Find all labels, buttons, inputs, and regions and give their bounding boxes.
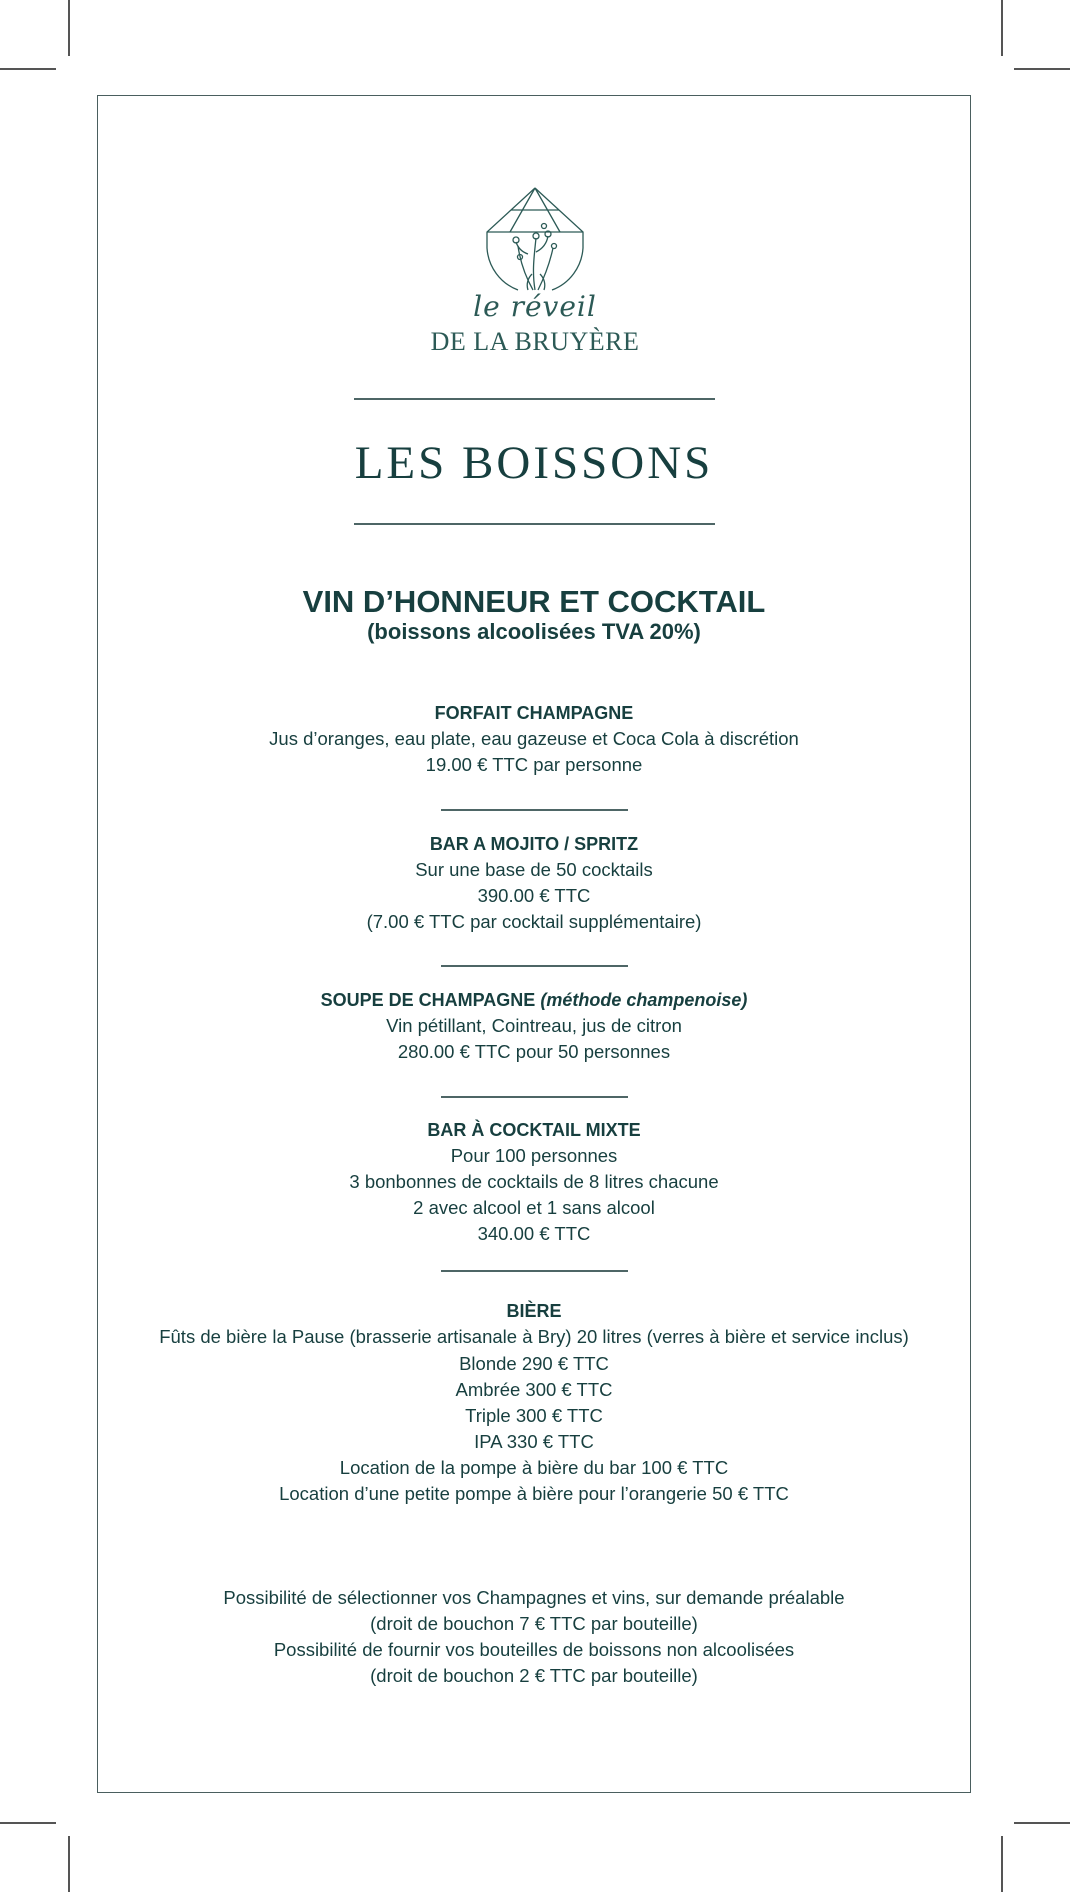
note-line: Possibilité de sélectionner vos Champagnes et vins, sur demande préalable xyxy=(223,1587,845,1608)
item-line: Blonde 290 € TTC xyxy=(459,1353,609,1374)
item-line: Sur une base de 50 cocktails xyxy=(415,859,653,880)
item-line: 340.00 € TTC xyxy=(477,1223,591,1244)
item-divider xyxy=(441,1270,628,1272)
page-title: LES BOISSONS xyxy=(354,437,714,489)
item-name: SOUPE DE CHAMPAGNE xyxy=(320,990,536,1010)
item-name: BIÈRE xyxy=(506,1301,562,1321)
crop-mark xyxy=(1014,1822,1070,1824)
logo-name: DE LA BRUYÈRE xyxy=(430,327,640,356)
item-name: BAR A MOJITO / SPRITZ xyxy=(429,834,639,854)
item-line: 390.00 € TTC xyxy=(477,885,591,906)
title-rule-top xyxy=(354,398,715,400)
item-name: BAR À COCKTAIL MIXTE xyxy=(427,1120,641,1140)
item-line: Pour 100 personnes xyxy=(450,1145,618,1166)
crop-mark xyxy=(1001,1836,1003,1892)
item-line: Ambrée 300 € TTC xyxy=(455,1379,613,1400)
crop-mark xyxy=(0,1822,56,1824)
crop-mark xyxy=(1001,0,1003,56)
item-line: 3 bonbonnes de cocktails de 8 litres chacune xyxy=(349,1171,719,1192)
note-line: (droit de bouchon 2 € TTC par bouteille) xyxy=(370,1665,698,1686)
item-line: Fûts de bière la Pause (brasserie artisanale à Bry) 20 litres (verres à bière et service inclus) xyxy=(159,1326,909,1347)
item-divider xyxy=(441,965,628,967)
item-name: FORFAIT CHAMPAGNE xyxy=(434,703,634,723)
item-name-row xyxy=(97,987,971,1013)
section-heading: VIN D’HONNEUR ET COCKTAIL xyxy=(302,584,766,619)
item-divider xyxy=(441,809,628,811)
item-name-italic: (méthode champenoise) xyxy=(540,990,748,1010)
item-line: Triple 300 € TTC xyxy=(465,1405,603,1426)
item-line: Jus d’oranges, eau plate, eau gazeuse et Coca Cola à discrétion xyxy=(269,728,799,749)
title-rule-bottom xyxy=(354,523,715,525)
greenhouse-bouquet-icon xyxy=(420,182,650,292)
crop-mark xyxy=(1014,68,1070,70)
item-line: IPA 330 € TTC xyxy=(474,1431,594,1452)
note-line: (droit de bouchon 7 € TTC par bouteille) xyxy=(370,1613,698,1634)
item-line: Vin pétillant, Cointreau, jus de citron xyxy=(386,1015,682,1036)
item-line: 19.00 € TTC par personne xyxy=(425,754,643,775)
note-line: Possibilité de fournir vos bouteilles de boissons non alcoolisées xyxy=(273,1639,795,1660)
item-line: 280.00 € TTC pour 50 personnes xyxy=(397,1041,671,1062)
logo xyxy=(420,182,650,362)
crop-mark xyxy=(68,1836,70,1892)
crop-mark xyxy=(68,0,70,56)
item-line: Location de la pompe à bière du bar 100 € TTC xyxy=(339,1457,729,1478)
item-line: (7.00 € TTC par cocktail supplémentaire) xyxy=(366,911,702,932)
item-line: 2 avec alcool et 1 sans alcool xyxy=(413,1197,655,1218)
item-divider xyxy=(441,1096,628,1098)
crop-mark xyxy=(0,68,56,70)
item-line: Location d’une petite pompe à bière pour l’orangerie 50 € TTC xyxy=(279,1483,789,1504)
section-subheading: (boissons alcoolisées TVA 20%) xyxy=(367,619,701,644)
logo-script-text: le réveil xyxy=(473,290,597,323)
